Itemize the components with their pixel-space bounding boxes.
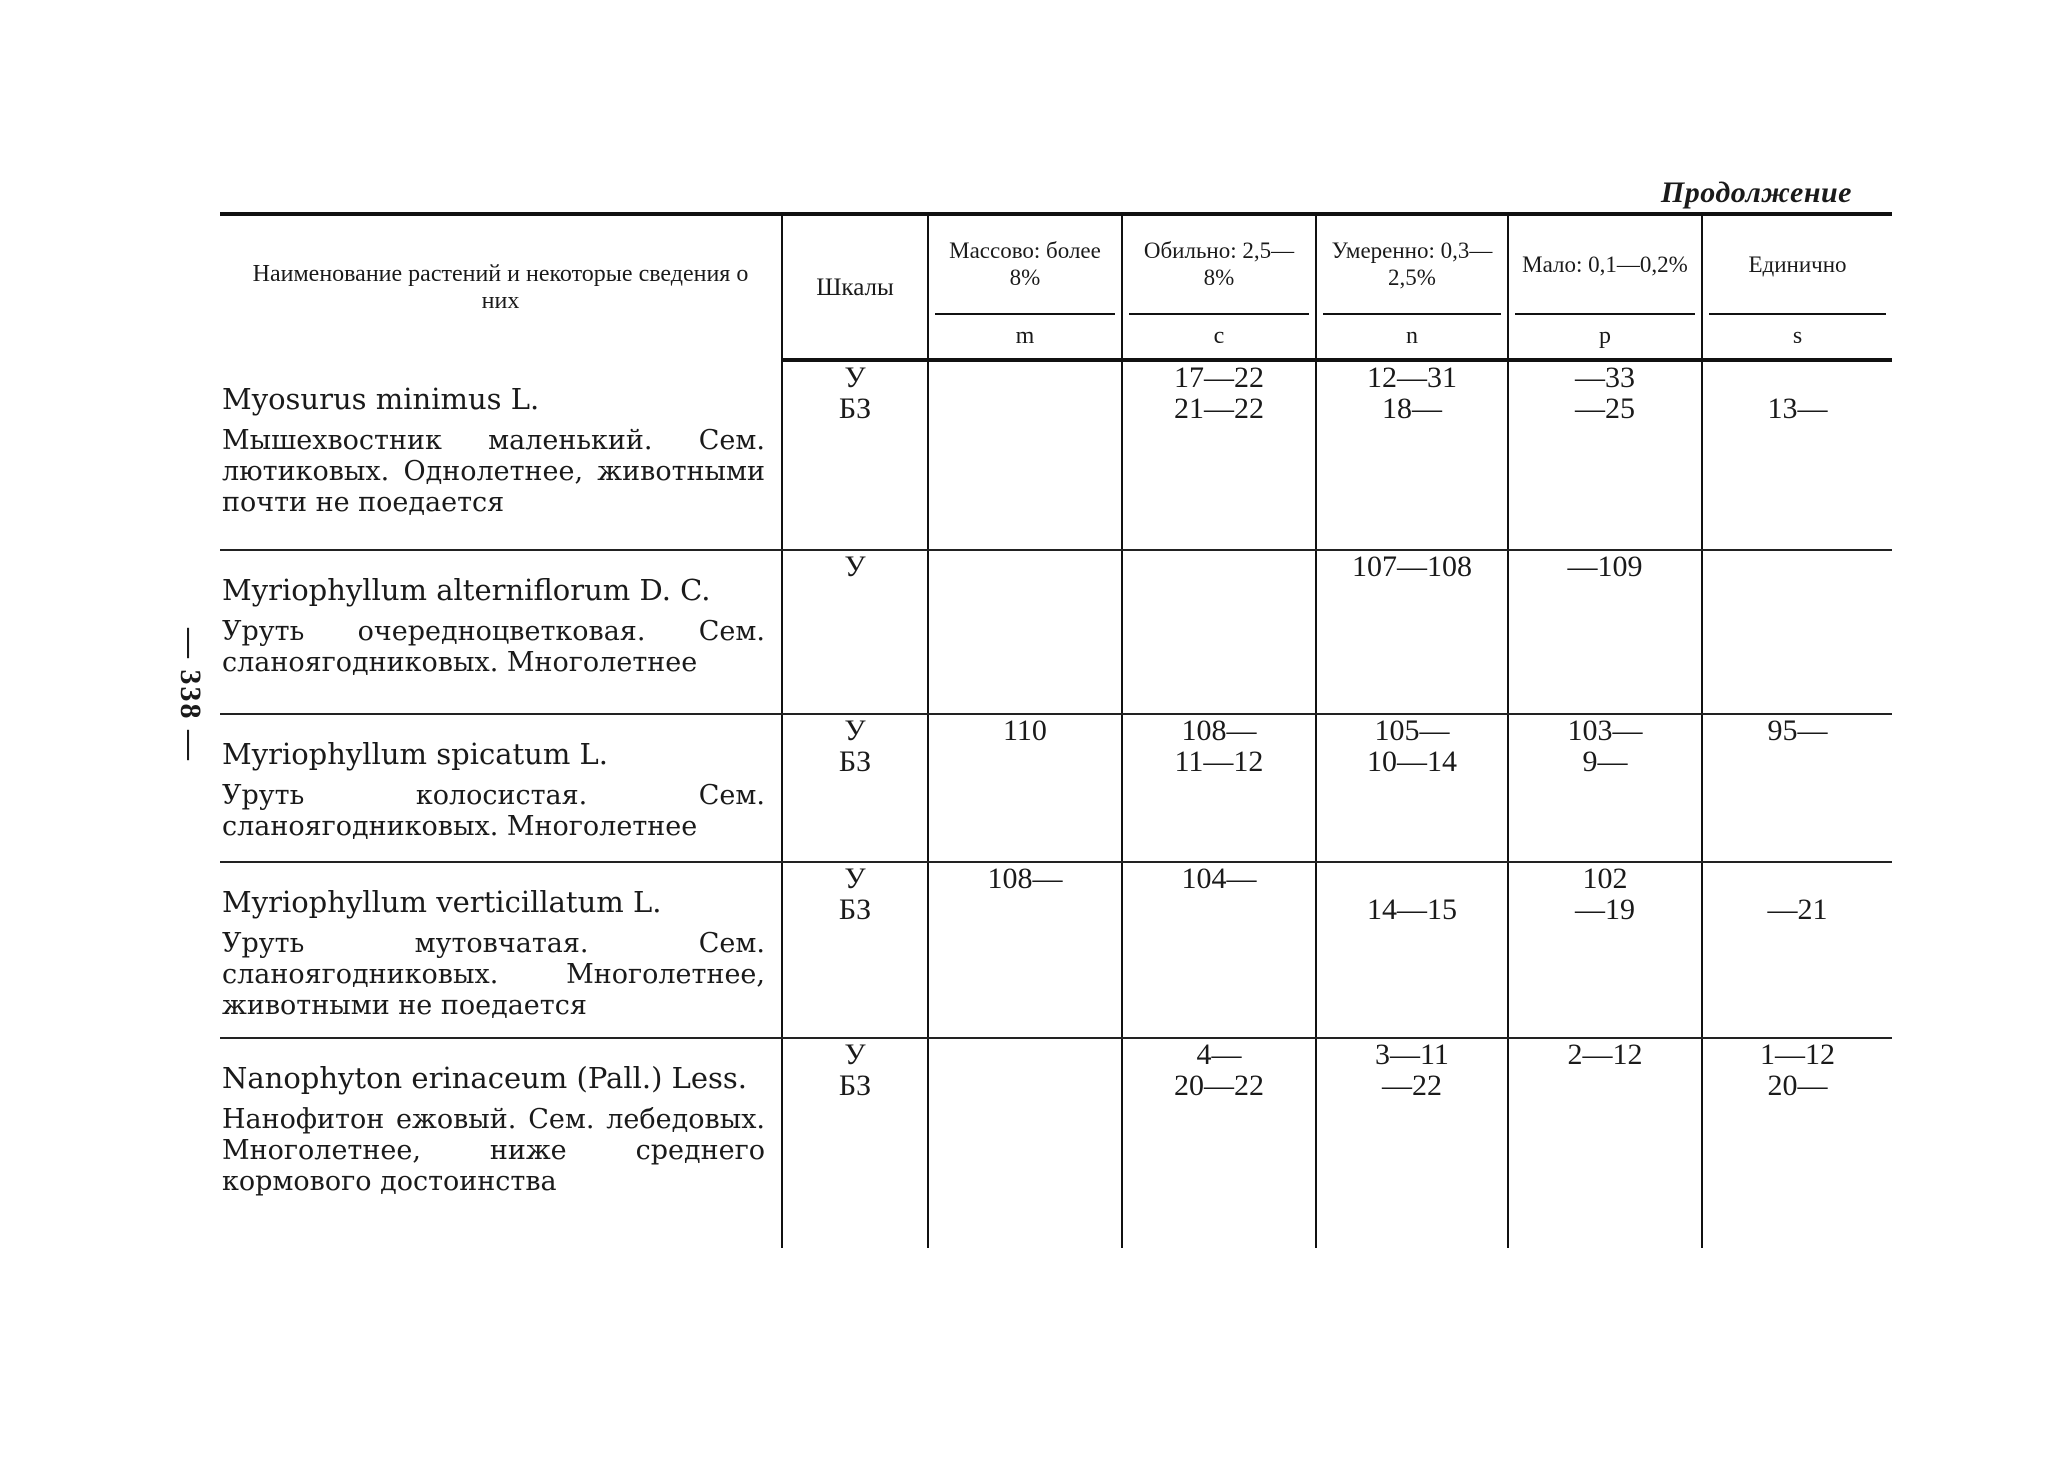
code-c: c <box>1122 313 1316 360</box>
value-n: 3—11 —22 <box>1316 1038 1508 1248</box>
value-p: —109 <box>1508 550 1702 714</box>
value-n: 12—31 18— <box>1316 360 1508 550</box>
value-n: 105— 10—14 <box>1316 714 1508 862</box>
header-row <box>220 214 1892 313</box>
latin-name: Myosurus minimus L. <box>222 382 540 416</box>
code-s: s <box>1702 313 1892 360</box>
latin-name: Nanophyton erinaceum (Pall.) Less. <box>222 1061 748 1095</box>
table-row <box>220 714 1892 862</box>
value-c <box>1122 550 1316 714</box>
scale-cell: У <box>782 550 928 714</box>
plant-cell <box>220 862 782 1038</box>
value-p: 2—12 <box>1508 1038 1702 1248</box>
value-p: 102 —19 <box>1508 862 1702 1038</box>
plant-cell <box>220 360 782 550</box>
column-header-abundant: Обильно: 2,5—8% <box>1122 214 1316 313</box>
table-row <box>220 550 1892 714</box>
value-s: 13— <box>1702 360 1892 550</box>
value-p: 103— 9— <box>1508 714 1702 862</box>
value-m: 110 <box>928 714 1122 862</box>
column-header-name: Наименование растений и некоторые сведения о них <box>220 214 782 360</box>
code-m: m <box>928 313 1122 360</box>
value-p: —33 —25 <box>1508 360 1702 550</box>
value-m <box>928 360 1122 550</box>
plant-description: Уруть колосистая. Сем. сланоягодниковых. Многолетнее <box>222 780 765 842</box>
column-header-single: Единично <box>1702 214 1892 313</box>
continuation-label: Продолжение <box>1660 176 1852 209</box>
value-c: 104— <box>1122 862 1316 1038</box>
code-p: p <box>1508 313 1702 360</box>
value-n: 107—108 <box>1316 550 1508 714</box>
table-row <box>220 1038 1892 1248</box>
code-n: n <box>1316 313 1508 360</box>
value-s <box>1702 550 1892 714</box>
value-c: 108— 11—12 <box>1122 714 1316 862</box>
latin-name: Myriophyllum spicatum L. <box>222 737 609 771</box>
value-s: —21 <box>1702 862 1892 1038</box>
value-c: 17—22 21—22 <box>1122 360 1316 550</box>
scale-cell: У БЗ <box>782 862 928 1038</box>
plant-description: Уруть очередноцветковая. Сем. сланоягодниковых. Многолетнее <box>222 616 765 678</box>
scale-cell: У БЗ <box>782 360 928 550</box>
latin-name: Myriophyllum verticillatum L. <box>222 885 662 919</box>
latin-name: Myriophyllum alterniflorum D. C. <box>222 573 711 607</box>
plant-description: Мышехвостник маленький. Сем. лютиковых. Однолетнее, животными почти не поедается <box>222 425 765 518</box>
plant-cell <box>220 1038 782 1248</box>
value-m <box>928 550 1122 714</box>
plant-description: Уруть мутовчатая. Сем. сланоягодниковых. Многолетнее, животными не поедается <box>222 928 765 1021</box>
value-s: 95— <box>1702 714 1892 862</box>
value-n: 14—15 <box>1316 862 1508 1038</box>
plant-description: Нанофитон ежовый. Сем. лебедовых. Многолетнее, ниже среднего кормового достоинства <box>222 1104 765 1197</box>
table-row <box>220 360 1892 550</box>
scale-cell: У БЗ <box>782 714 928 862</box>
plant-cell <box>220 714 782 862</box>
plant-table <box>220 212 1892 1248</box>
table-row <box>220 862 1892 1038</box>
value-m <box>928 1038 1122 1248</box>
value-s: 1—12 20— <box>1702 1038 1892 1248</box>
column-header-moderate: Умеренно: 0,3—2,5% <box>1316 214 1508 313</box>
value-m: 108— <box>928 862 1122 1038</box>
column-header-scale: Шкалы <box>782 214 928 360</box>
page-number <box>160 620 220 770</box>
plant-cell <box>220 550 782 714</box>
column-header-few: Мало: 0,1—0,2% <box>1508 214 1702 313</box>
column-header-mass: Массово: более 8% <box>928 214 1122 313</box>
page-number-text: — 338 — <box>174 628 207 762</box>
value-c: 4— 20—22 <box>1122 1038 1316 1248</box>
scale-cell: У БЗ <box>782 1038 928 1248</box>
